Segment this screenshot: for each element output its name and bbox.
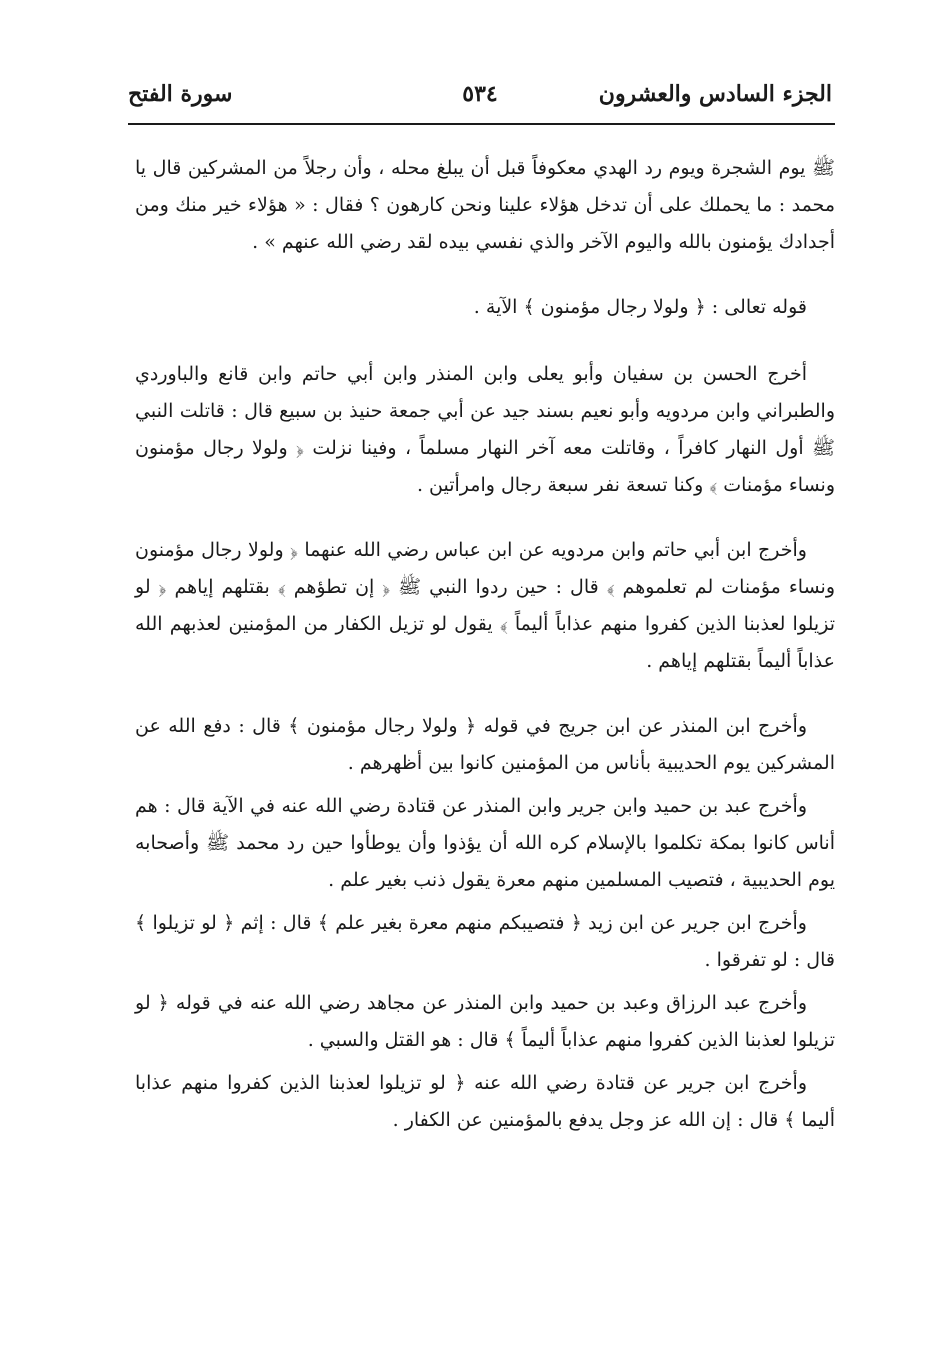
part-title: الجزء السادس والعشرون <box>598 81 832 107</box>
paragraph: وأخرج ابن جرير عن ابن زيد ﴿ فتصيبكم منهم معرة بغير علم ﴾ قال : إثم ﴿ لو تزيلوا ﴾ قال : لو تفرقوا . <box>135 912 835 971</box>
surah-title: سورة الفتح <box>128 81 233 107</box>
header-rule <box>128 123 835 125</box>
paragraph: وأخرج ابن أبي حاتم وابن مردويه عن ابن عباس رضي الله عنهما ﴿ ولولا رجال مؤمنون ونساء مؤمنات لم تعلموهم ﴾ قال : حين ردوا النبي ﷺ ﴿ إن تطؤهم ﴾ بقتلهم إياهم ﴿ لو تزيلوا لعذبنا الذين كفروا منهم عذاباً أليماً ﴾ يقول لو تزيل الكفار من المؤمنين لعذبهم الله عذاباً أليماً بقتلهم إياهم . <box>135 539 835 672</box>
paragraph: ﷺ يوم الشجرة ويوم رد الهدي معكوفاً قبل أن يبلغ محله ، وأن رجلاً من المشركين قال يا محمد : ما يحملك على أن تدخل هؤلاء علينا ونحن كارهون ؟ فقال : « هؤلاء خير منك ومن أجدادك يؤمنون بالله واليوم الآخر والذي نفسي بيده لقد رضي الله عنهم » . <box>135 157 835 253</box>
page-body <box>135 150 835 1145</box>
paragraph: وأخرج ابن جرير عن قتادة رضي الله عنه ﴿ لو تزيلوا لعذبنا الذين كفروا منهم عذابا أليما ﴾ قال : إن الله عز وجل يدفع بالمؤمنين عن الكفار . <box>135 1072 835 1131</box>
paragraph: قوله تعالى : ﴿ ولولا رجال مؤمنون ﴾ الآية . <box>473 296 807 318</box>
page-number: ٥٣٤ <box>462 81 498 107</box>
paragraph: أخرج الحسن بن سفيان وأبو يعلى وابن المنذر وابن أبي حاتم وابن قانع والباوردي والطبراني وابن مردويه وأبو نعيم بسند جيد عن أبي جمعة حنيذ بن سبيع قال : قاتلت النبي ﷺ أول النهار كافراً ، وقاتلت معه آخر النهار مسلماً ، وفينا نزلت ﴿ ولولا رجال مؤمنون ونساء مؤمنات ﴾ وكنا تسعة نفر سبعة رجال وامرأتين . <box>135 363 835 496</box>
running-header <box>128 70 832 118</box>
paragraph: وأخرج ابن المنذر عن ابن جريج في قوله ﴿ ولولا رجال مؤمنون ﴾ قال : دفع الله عن المشركين يوم الحديبية بأناس من المؤمنين كانوا بين أظهرهم . <box>135 715 835 774</box>
paragraph: وأخرج عبد الرزاق وعبد بن حميد وابن المنذر عن مجاهد رضي الله عنه في قوله ﴿ لو تزيلوا لعذبنا الذين كفروا منهم عذاباً أليماً ﴾ قال : هو القتل والسبي . <box>135 992 835 1051</box>
paragraph: وأخرج عبد بن حميد وابن جرير وابن المنذر عن قتادة رضي الله عنه في الآية قال : هم أناس كانوا بمكة تكلموا بالإسلام كره الله أن يؤذوا وأن يوطأوا حين رد محمد ﷺ وأصحابه يوم الحديبية ، فتصيب المسلمين منهم معرة يقول ذنب بغير علم . <box>135 795 836 891</box>
